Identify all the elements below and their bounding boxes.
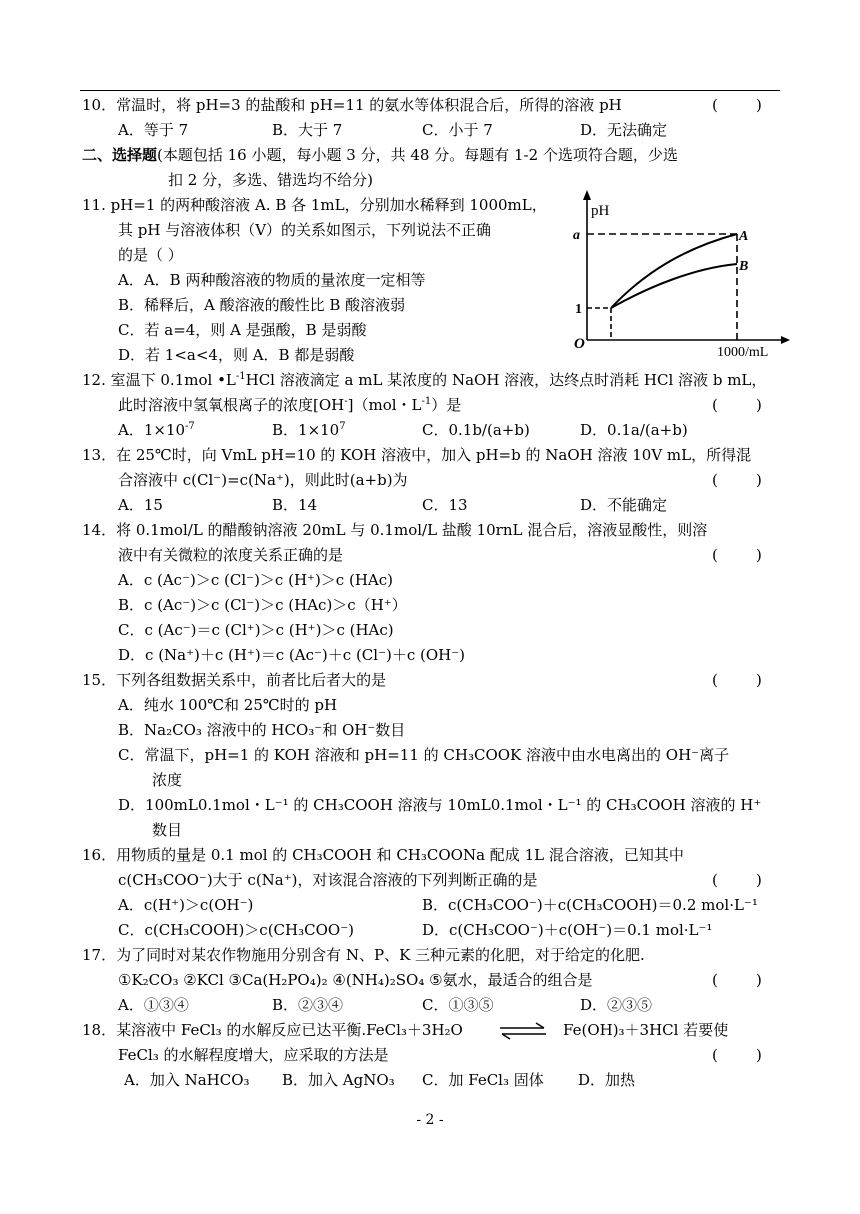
q10-option-d: D．无法确定: [580, 121, 668, 139]
q12-option-a: [118, 420, 195, 440]
q10-option-c: C．小于 7: [422, 121, 493, 139]
q12-option-b-text: B．1×10: [272, 421, 340, 439]
y-axis-label: pH: [591, 203, 610, 219]
section2-heading: [82, 145, 678, 165]
x-axis-label: 1000/mL: [717, 345, 769, 360]
curve-a-label: A: [739, 229, 749, 244]
q18-option-d: D．加热: [578, 1071, 636, 1089]
q12-answer-paren: ( ): [712, 396, 762, 414]
q18-option-c: C．加 FeCl₃ 固体: [422, 1071, 544, 1089]
section2-desc-cont: 扣 2 分，多选、错选均不给分): [168, 171, 373, 189]
y-axis-arrow: [583, 190, 591, 200]
q13-answer-paren: ( ): [712, 471, 762, 489]
q15-option-c: C．常温下，pH=1 的 KOH 溶液和 pH=11 的 CH₃COOK 溶液中由水电离出的 OH⁻离子: [118, 746, 730, 764]
q11-option-d: D．若 1<a<4，则 A．B 都是弱酸: [118, 346, 355, 364]
q18-answer-paren: ( ): [712, 1046, 762, 1064]
q14-stem-1: 14．将 0.1mol/L 的醋酸钠溶液 20mL 与 0.1mol/L 盐酸 10rnL 混合后，溶液显酸性，则溶: [82, 521, 708, 539]
q15-option-c-cont: 浓度: [152, 771, 183, 789]
q15-answer-paren: ( ): [712, 671, 762, 689]
q10-answer-paren: ( ): [712, 96, 762, 114]
q10-option-b: B．大于 7: [272, 121, 343, 139]
q14-answer-paren: ( ): [712, 546, 762, 564]
q12-stem-1a: 12. 室温下 0.1mol •L: [82, 371, 236, 389]
q16-stem-2: c(CH₃COO⁻)大于 c(Na⁺)，对该混合溶液的下列判断正确的是: [118, 871, 538, 889]
q15-option-b: B．Na₂CO₃ 溶液中的 HCO₃⁻和 OH⁻数目: [118, 721, 406, 739]
q12-option-a-sup: -7: [185, 421, 195, 432]
q17-stem-1: 17．为了同时对某农作物施用分别含有 N、P、K 三种元素的化肥，对于给定的化肥.: [82, 946, 645, 964]
q11-stem-1: 11. pH=1 的两种酸溶液 A. B 各 1mL，分别加水稀释到 1000mL，: [82, 196, 547, 214]
x-axis-arrow: [781, 336, 790, 344]
q16-option-b: B．c(CH₃COO⁻)＋c(CH₃COOH)＝0.2 mol·L⁻¹: [422, 896, 758, 914]
q18-option-b: B．加入 AgNO₃: [282, 1071, 395, 1089]
q16-stem-1: 16．用物质的量是 0.1 mol 的 CH₃COOH 和 CH₃COONa 配成 1L 混合溶液，已知其中: [82, 846, 684, 864]
section2-title: 二、选择题: [82, 146, 158, 164]
q10-stem: 10．常温时，将 pH=3 的盐酸和 pH=11 的氨水等体积混合后，所得的溶液 pH: [82, 96, 622, 114]
q12-option-d: D．0.1a/(a+b): [580, 421, 688, 439]
q15-option-a: A．纯水 100℃和 25℃时的 pH: [118, 696, 338, 714]
q16-option-a: A．c(H⁺)＞c(OH⁻): [118, 896, 254, 914]
curve-b-label: B: [739, 259, 749, 274]
q12-stem-2e: ）是: [431, 396, 462, 414]
q15-stem: 15．下列各组数据关系中，前者比后者大的是: [82, 671, 387, 689]
header-rule: [80, 90, 780, 91]
q13-option-a: A．15: [118, 496, 163, 514]
q14-option-d: D．c (Na⁺)＋c (H⁺)＝c (Ac⁻)＋c (Cl⁻)＋c (OH⁻): [118, 646, 466, 664]
q17-option-b: B．②③④: [272, 996, 344, 1014]
q11-option-c: C．若 a=4，则 A 是强酸，B 是弱酸: [118, 321, 367, 339]
a-tick-label: a: [573, 228, 580, 243]
q12-stem-1c: HCl 溶液滴定 a mL 某浓度的 NaOH 溶液，达终点时消耗 HCl 溶液 b mL，: [245, 371, 767, 389]
q17-stem-2: ①K₂CO₃ ②KCl ③Ca(H₂PO₄)₂ ④(NH₄)₂SO₄ ⑤氨水，最适合的组合是: [118, 971, 593, 989]
q11-ph-dilution-graph: [565, 190, 790, 360]
q12-option-c: C．0.1b/(a+b): [422, 421, 530, 439]
q16-option-c: C．c(CH₃COOH)＞c(CH₃COO⁻): [118, 921, 354, 939]
q11-stem-2: 其 pH 与溶液体积（V）的关系如图示，下列说法不正确: [118, 221, 492, 239]
q14-option-a: A．c (Ac⁻)＞c (Cl⁻)＞c (H⁺)＞c (HAc): [118, 571, 393, 589]
q17-option-a: A．①③④: [118, 996, 189, 1014]
q11-option-a: A．A．B 两种酸溶液的物质的量浓度一定相等: [118, 271, 426, 289]
q16-answer-paren: ( ): [712, 871, 762, 889]
q11-stem-3: 的是（ ）: [118, 246, 183, 264]
equilibrium-arrow-icon: [498, 1022, 548, 1040]
q12-stem-2c: ]（mol・L: [347, 396, 422, 414]
q12-stem-2a: 此时溶液中氢氧根离子的浓度[OH: [118, 396, 345, 414]
q14-option-b: B．c (Ac⁻)＞c (Cl⁻)＞c (HAc)＞c（H⁺）: [118, 596, 407, 614]
page-number: - 2 -: [416, 1112, 444, 1128]
q14-option-c: C．c (Ac⁻)＝c (Cl⁺)＞c (H⁺)＞c (HAc): [118, 621, 394, 639]
one-tick-label: 1: [575, 302, 582, 317]
q15-option-d-cont: 数目: [152, 821, 183, 839]
q18-stem-2: FeCl₃ 的水解程度增大，应采取的方法是: [118, 1046, 389, 1064]
q12-option-a-text: A．1×10: [118, 421, 186, 439]
q17-option-d: D．②③⑤: [580, 996, 653, 1014]
q12-stem-1-sup: -1: [235, 371, 246, 382]
q12-stem-2: [118, 395, 461, 415]
q16-option-d: D．c(CH₃COO⁻)＋c(OH⁻)＝0.1 mol·L⁻¹: [422, 921, 713, 939]
origin-label: O: [574, 336, 585, 352]
q15-option-d: D．100mL0.1mol・L⁻¹ 的 CH₃COOH 溶液与 10mL0.1mol・L⁻¹ 的 CH₃COOH 溶液的 H⁺: [118, 796, 762, 814]
q12-stem-2-sup2: -1: [421, 396, 432, 407]
q13-option-b: B．14: [272, 496, 318, 514]
q13-option-d: D．不能确定: [580, 496, 668, 514]
q13-option-c: C．13: [422, 496, 468, 514]
section2-desc: (本题包括 16 小题，每小题 3 分，共 48 分。每题有 1-2 个选项符合题，少选: [157, 146, 678, 164]
q12-stem-1: [82, 370, 766, 390]
q12-option-b: [272, 420, 346, 440]
q12-option-b-sup: 7: [339, 421, 346, 432]
q14-stem-2: 液中有关微粒的浓度关系正确的是: [118, 546, 344, 564]
curve-b: [611, 264, 737, 308]
q13-stem-2: 合溶液中 c(Cl⁻)=c(Na⁺)，则此时(a+b)为: [118, 471, 408, 489]
q18-stem-1b: Fe(OH)₃＋3HCl 若要使: [563, 1021, 729, 1039]
q17-answer-paren: ( ): [712, 971, 762, 989]
q18-option-a: A．加入 NaHCO₃: [124, 1071, 250, 1089]
q10-option-a: A．等于 7: [118, 121, 189, 139]
q17-option-c: C．①③⑤: [422, 996, 494, 1014]
q11-option-b: B．稀释后，A 酸溶液的酸性比 B 酸溶液弱: [118, 296, 406, 314]
q13-stem-1: 13．在 25℃时，向 VmL pH=10 的 KOH 溶液中，加入 pH=b 的 NaOH 溶液 10V mL，所得混: [82, 446, 752, 464]
q18-stem-1a: 18．某溶液中 FeCl₃ 的水解反应已达平衡.FeCl₃＋3H₂O: [82, 1021, 463, 1039]
q12-stem-2-sup1: -: [344, 396, 348, 407]
